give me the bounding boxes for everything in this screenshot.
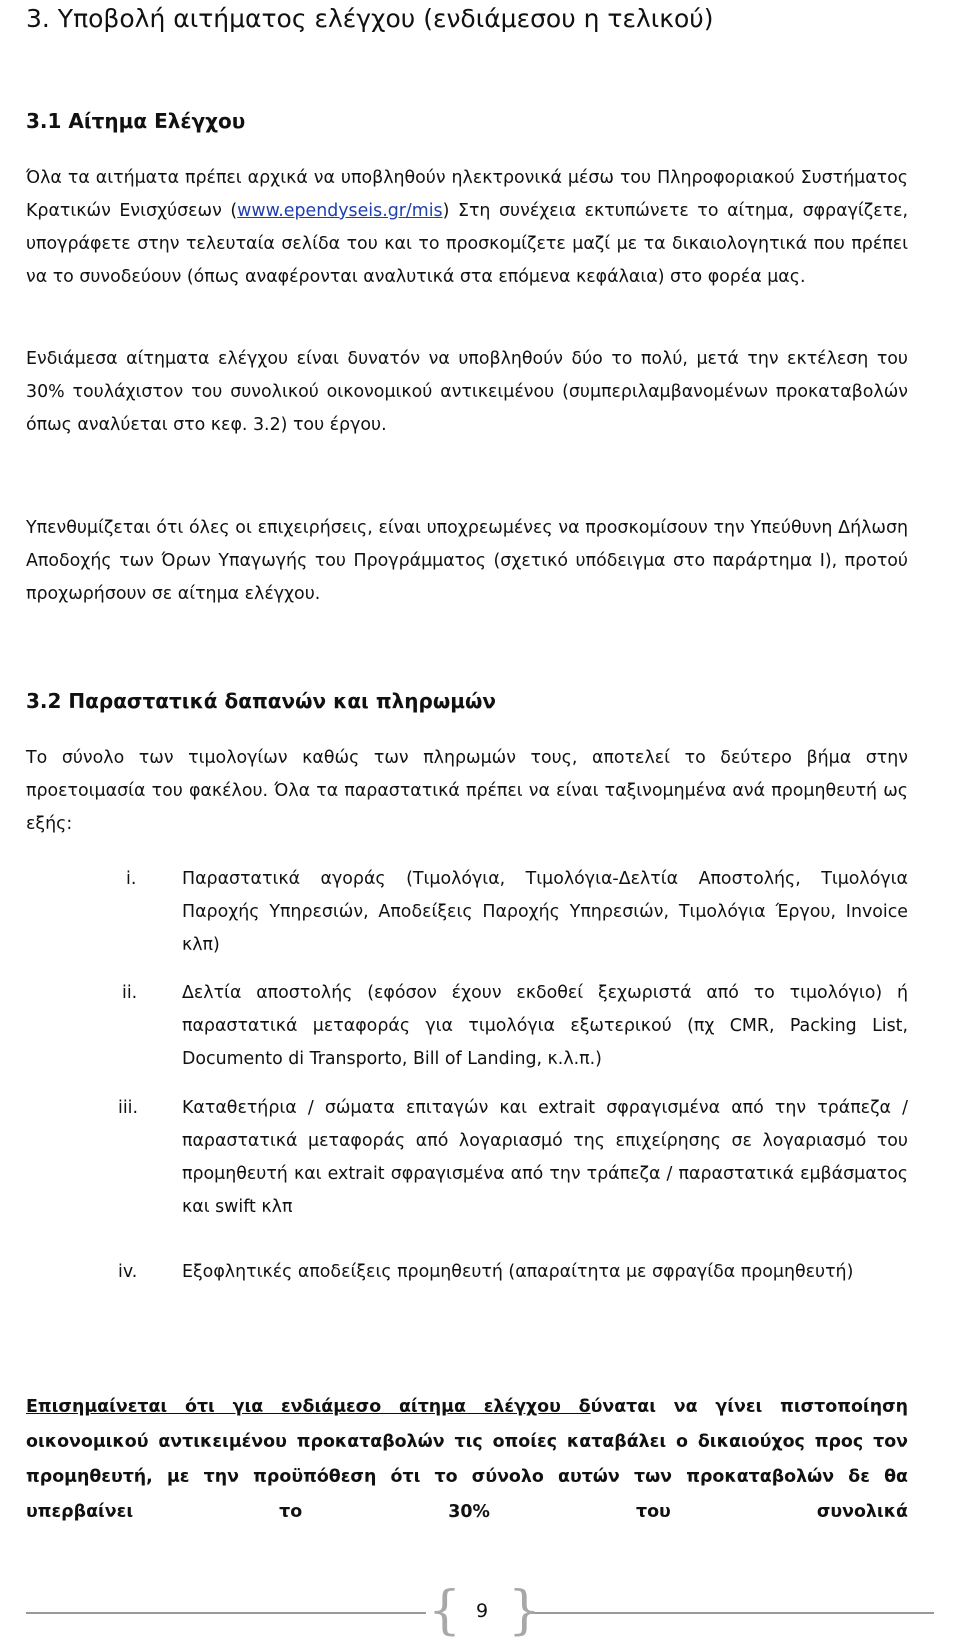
paragraph-submission-text-1: Όλα τα αιτήματα πρέπει αρχικά να υποβληθούν ηλεκτρονικά μέσω του Πληροφοριακού Συστήματος Κρατικών Ενισχύσεων ( (26, 168, 908, 221)
list-item-text: Καταθετήρια / σώματα επιταγών και extrait σφραγισμένα από την τράπεζα / παραστατικά μεταφοράς από λογαριασμό της επιχείρησης σε λογαριασμό του προμηθευτή και extrait σφραγισμένα από την τράπεζα / παραστατικά εμβάσματος και swift κλπ (182, 1098, 908, 1217)
footer-left-brace-icon: { (428, 1581, 462, 1641)
list-item-text: Παραστατικά αγοράς (Τιμολόγια, Τιμολόγια-Δελτία Αποστολής, Τιμολόγια Παροχής Υπηρεσιών, Αποδείξεις Παροχής Υπηρεσιών, Τιμολόγια Έργου, Invoice κλπ) (182, 869, 908, 955)
notice-text: ύναται να γίνει πιστοποίηση οικονομικού αντικειμένου προκαταβολών τις οποίες καταβάλει ο δικαιούχος προς τον προμηθευτή, με την προϋπόθεση ότι το σύνολο αυτών των προκαταβολών δε θα υπερβαίνει το 30% του συνολικά (26, 1397, 909, 1522)
footer-rule-right (530, 1612, 934, 1614)
list-item-number: i. (126, 869, 137, 889)
ependyseis-link[interactable]: www.ependyseis.gr/mis (237, 201, 443, 221)
footer-right-brace-icon: } (508, 1581, 542, 1641)
list-item-number: iv. (118, 1262, 138, 1282)
page-number: 9 (475, 1600, 489, 1622)
paragraph-submission-text-2: ) Στη συνέχεια εκτυπώνετε το αίτημα, σφραγίζετε, υπογράφετε στην τελευταία σελίδα του και το προσκομίζετε μαζί με τα δικαιολογητικά που πρέπει να το συνοδεύουν (όπως αναφέρονται αναλυτικά στα επόμενα κεφάλαια) στο φορέα μας. (26, 201, 908, 287)
list-item-number: ii. (122, 983, 138, 1003)
list-item-number: iii. (118, 1098, 139, 1118)
advance-payments-notice (26, 1390, 908, 1530)
section-heading-3-1: 3.1 Αίτημα Ελέγχου (26, 109, 246, 133)
paragraph-invoices-intro: Το σύνολο των τιμολογίων καθώς των πληρωμών τους, αποτελεί το δεύτερο βήμα στην προετοιμασία του φακέλου. Όλα τα παραστατικά πρέπει να είναι ταξινομημένα ανά προμηθευτή ως εξής: (26, 748, 908, 834)
section-heading-3-2: 3.2 Παραστατικά δαπανών και πληρωμών (26, 689, 496, 713)
paragraph-interim-requests: Ενδιάμεσα αίτηματα ελέγχου είναι δυνατόν να υποβληθούν δύο το πολύ, μετά την εκτέλεση του 30% τουλάχιστον του συνολικού οικονομικού αντικειμένου (συμπεριλαμβανομένων προκαταβολών όπως αναλύεται στο κεφ. 3.2) του έργου. (26, 349, 908, 435)
notice-underlined-text: Επισημαίνεται ότι για ενδιάμεσο αίτημα ελέγχου δ (26, 1397, 591, 1417)
list-item-text: Δελτία αποστολής (εφόσον έχουν εκδοθεί ξεχωριστά από το τιμολόγιο) ή παραστατικά μεταφοράς για τιμολόγια εξωτερικού (πχ CMR, Packing List, Documento di Transporto, Bill of Landing, κ.λ.π.) (182, 983, 908, 1069)
paragraph-reminder: Υπενθυμίζεται ότι όλες οι επιχειρήσεις, είναι υποχρεωμένες να προσκομίσουν την Υπεύθυνη Δήλωση Αποδοχής των Όρων Υπαγωγής του Προγράμματος (σχετικό υπόδειγμα στο παράρτημα Ι), προτού προχωρήσουν σε αίτημα ελέγχου. (26, 518, 908, 604)
paragraph-submission (26, 162, 908, 294)
footer-rule-left (26, 1612, 426, 1614)
chapter-heading: 3. Υποβολή αιτήματος ελέγχου (ενδιάμεσου η τελικού) (26, 4, 714, 33)
list-item-text: Εξοφλητικές αποδείξεις προμηθευτή (απαραίτητα με σφραγίδα προμηθευτή) (182, 1262, 854, 1282)
